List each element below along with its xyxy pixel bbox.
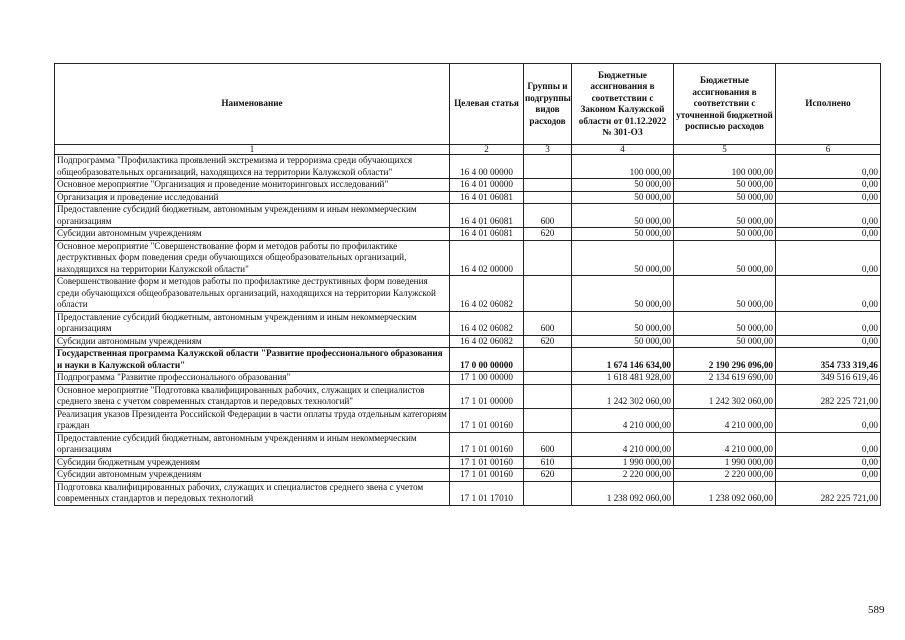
column-number: 2 [450,145,524,155]
table-row [55,228,881,241]
row-name: Подготовка квалифицированных рабочих, служащих и специалистов среднего звена с учетом современных стандартов и передовых технологий [55,481,450,505]
header-code: Целевая статья [450,64,524,145]
row-name: Предоставление субсидий бюджетным, автономным учреждениям и иным некоммерческим организациям [55,311,450,335]
row-law-amount: 50 000,00 [572,191,674,204]
row-law-amount: 1 242 302 060,00 [572,384,674,408]
row-executed-amount: 0,00 [776,228,881,241]
row-expense-group [524,240,572,276]
row-target-code: 17 1 01 00000 [450,384,524,408]
row-expense-group [524,348,572,372]
row-refined-amount: 50 000,00 [674,179,776,192]
table-row [55,372,881,385]
row-expense-group [524,408,572,432]
row-expense-group [524,191,572,204]
row-executed-amount: 0,00 [776,335,881,348]
row-target-code: 16 4 01 00000 [450,179,524,192]
row-target-code: 17 1 01 17010 [450,481,524,505]
row-target-code: 17 1 01 00160 [450,456,524,469]
row-name: Предоставление субсидий бюджетным, автономным учреждениям и иным некоммерческим организациям [55,204,450,228]
row-refined-amount: 50 000,00 [674,276,776,312]
header-refined: Бюджетные ассигнования в соответствии с уточненной бюджетной росписью расходов [674,64,776,145]
row-name: Основное мероприятие "Совершенствование форм и методов работы по профилактике деструктивных форм поведения среди обучающихся общеобразовательных организаций, находящихся на территории Калужской области" [55,240,450,276]
row-expense-group: 620 [524,335,572,348]
header-law: Бюджетные ассигнования в соответствии с Законом Калужской области от 01.12.2022 № 301-ОЗ [572,64,674,145]
table-row [55,335,881,348]
row-law-amount: 50 000,00 [572,179,674,192]
row-expense-group: 620 [524,469,572,482]
header-name: Наименование [55,64,450,145]
table-row [55,408,881,432]
row-name: Реализация указов Президента Российской Федерации в части оплаты труда отдельным категориям граждан [55,408,450,432]
row-executed-amount: 349 516 619,46 [776,372,881,385]
row-name: Основное мероприятие "Организация и проведение мониторинговых исследований" [55,179,450,192]
row-name: Государственная программа Калужской области "Развитие профессионального образования и науки в Калужской области" [55,348,450,372]
table-row [55,155,881,179]
row-law-amount: 1 990 000,00 [572,456,674,469]
row-executed-amount: 0,00 [776,456,881,469]
row-law-amount: 50 000,00 [572,335,674,348]
row-name: Основное мероприятие "Подготовка квалифицированных рабочих, служащих и специалистов среднего звена с учетом современных стандартов и передовых технологий" [55,384,450,408]
row-law-amount: 4 210 000,00 [572,432,674,456]
table-row [55,204,881,228]
budget-table [54,63,881,506]
row-law-amount: 1 618 481 928,00 [572,372,674,385]
row-law-amount: 100 000,00 [572,155,674,179]
row-expense-group [524,155,572,179]
row-refined-amount: 2 220 000,00 [674,469,776,482]
row-target-code: 16 4 00 00000 [450,155,524,179]
row-target-code: 17 1 01 00160 [450,469,524,482]
row-refined-amount: 50 000,00 [674,228,776,241]
row-refined-amount: 1 238 092 060,00 [674,481,776,505]
table-row [55,276,881,312]
row-target-code: 17 1 01 00160 [450,432,524,456]
row-executed-amount: 0,00 [776,311,881,335]
row-target-code: 16 4 01 06081 [450,204,524,228]
row-expense-group: 600 [524,204,572,228]
row-refined-amount: 50 000,00 [674,191,776,204]
table-row [55,179,881,192]
row-target-code: 16 4 02 06082 [450,335,524,348]
row-executed-amount: 282 225 721,00 [776,384,881,408]
row-expense-group: 610 [524,456,572,469]
row-executed-amount: 0,00 [776,191,881,204]
row-executed-amount: 0,00 [776,204,881,228]
row-expense-group [524,179,572,192]
row-executed-amount: 0,00 [776,179,881,192]
table-row [55,481,881,505]
row-target-code: 16 4 02 06082 [450,311,524,335]
row-name: Совершенствование форм и методов работы по профилактике деструктивных форм поведения среди обучающихся общеобразовательных организаций, находящихся на территории Калужской области [55,276,450,312]
table-row [55,191,881,204]
column-number: 1 [55,145,450,155]
row-law-amount: 4 210 000,00 [572,408,674,432]
header-row [55,64,881,145]
row-refined-amount: 1 242 302 060,00 [674,384,776,408]
row-law-amount: 50 000,00 [572,228,674,241]
row-expense-group: 600 [524,311,572,335]
row-name: Субсидии автономным учреждениям [55,335,450,348]
row-refined-amount: 100 000,00 [674,155,776,179]
row-target-code: 17 0 00 00000 [450,348,524,372]
column-number: 3 [524,145,572,155]
row-target-code: 16 4 02 00000 [450,240,524,276]
row-refined-amount: 50 000,00 [674,240,776,276]
row-expense-group: 620 [524,228,572,241]
row-name: Субсидии бюджетным учреждениям [55,456,450,469]
table-row [55,348,881,372]
row-target-code: 17 1 01 00160 [450,408,524,432]
page-number: 589 [868,604,885,616]
row-law-amount: 50 000,00 [572,276,674,312]
row-refined-amount: 4 210 000,00 [674,408,776,432]
row-name: Субсидии автономным учреждениям [55,469,450,482]
row-executed-amount: 282 225 721,00 [776,481,881,505]
row-target-code: 16 4 01 06081 [450,228,524,241]
column-number-row [55,145,881,155]
row-executed-amount: 0,00 [776,408,881,432]
row-name: Организация и проведение исследований [55,191,450,204]
header-group: Группы и подгруппы видов расходов [524,64,572,145]
row-expense-group [524,372,572,385]
row-refined-amount: 50 000,00 [674,311,776,335]
row-law-amount: 1 238 092 060,00 [572,481,674,505]
row-executed-amount: 0,00 [776,469,881,482]
table-row [55,311,881,335]
row-executed-amount: 0,00 [776,276,881,312]
row-executed-amount: 0,00 [776,155,881,179]
row-law-amount: 1 674 146 634,00 [572,348,674,372]
row-refined-amount: 50 000,00 [674,335,776,348]
row-name: Подпрограмма "Развитие профессионального образования" [55,372,450,385]
column-number: 4 [572,145,674,155]
row-name: Субсидии автономным учреждениям [55,228,450,241]
row-refined-amount: 2 134 619 690,00 [674,372,776,385]
column-number: 5 [674,145,776,155]
row-name: Предоставление субсидий бюджетным, автономным учреждениям и иным некоммерческим организациям [55,432,450,456]
row-expense-group [524,276,572,312]
row-law-amount: 50 000,00 [572,204,674,228]
row-name: Подпрограмма "Профилактика проявлений экстремизма и терроризма среди обучающихся общеобразовательных организаций, находящихся на территории Калужской области" [55,155,450,179]
row-refined-amount: 50 000,00 [674,204,776,228]
row-expense-group [524,384,572,408]
row-target-code: 17 1 00 00000 [450,372,524,385]
table-body [55,155,881,506]
row-executed-amount: 0,00 [776,240,881,276]
row-refined-amount: 1 990 000,00 [674,456,776,469]
row-law-amount: 50 000,00 [572,240,674,276]
table-row [55,384,881,408]
column-number: 6 [776,145,881,155]
row-law-amount: 50 000,00 [572,311,674,335]
row-expense-group: 600 [524,432,572,456]
row-executed-amount: 354 733 319,46 [776,348,881,372]
row-target-code: 16 4 01 06081 [450,191,524,204]
row-executed-amount: 0,00 [776,432,881,456]
row-refined-amount: 2 190 296 096,00 [674,348,776,372]
row-expense-group [524,481,572,505]
row-target-code: 16 4 02 06082 [450,276,524,312]
row-refined-amount: 4 210 000,00 [674,432,776,456]
table-row [55,456,881,469]
table-row [55,240,881,276]
table-row [55,432,881,456]
table-row [55,469,881,482]
row-law-amount: 2 220 000,00 [572,469,674,482]
header-executed: Исполнено [776,64,881,145]
